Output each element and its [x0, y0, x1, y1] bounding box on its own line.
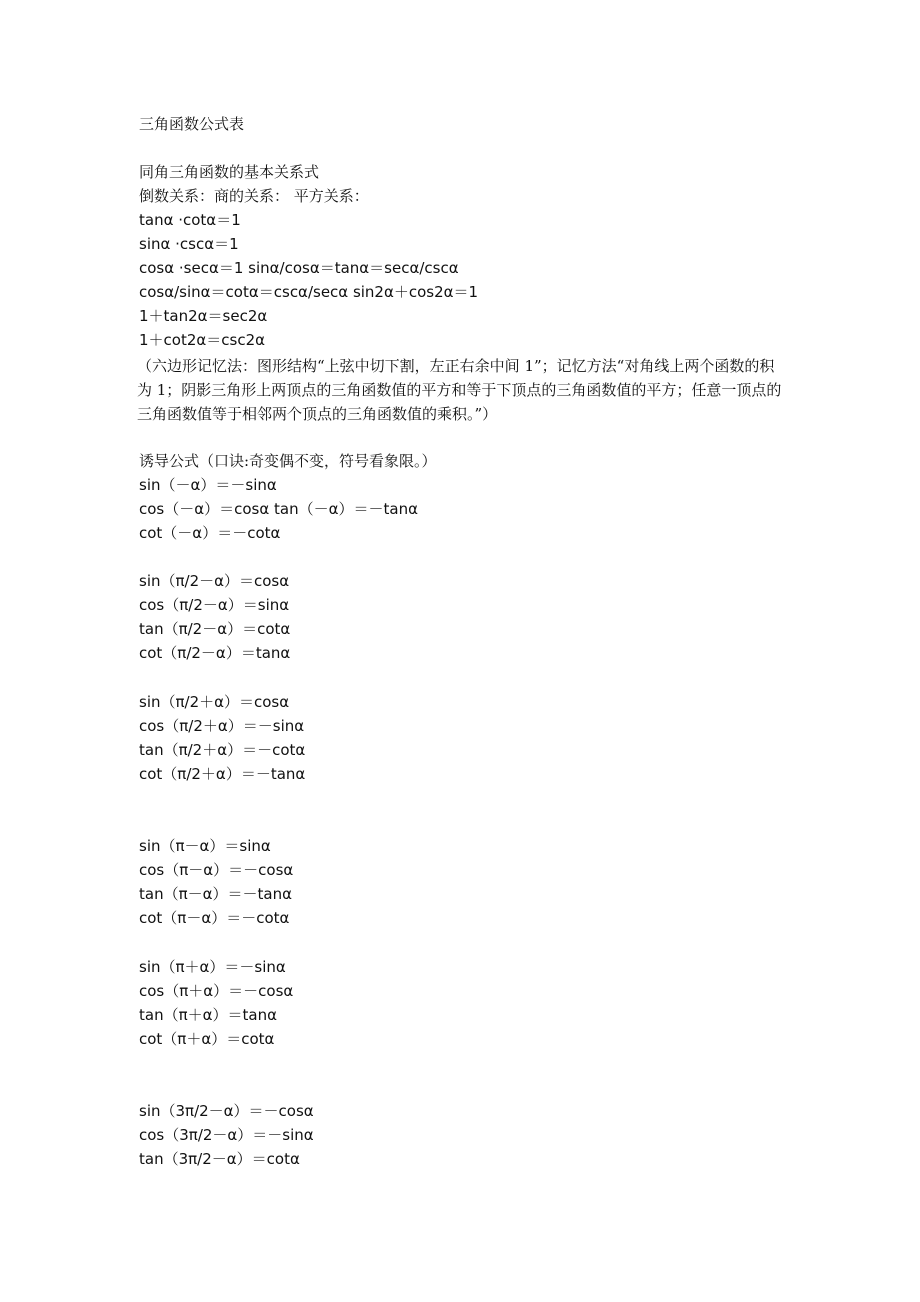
formula-line: cos（3π/2－α）＝－sinα: [139, 1126, 314, 1144]
formula-line: cot（－α）＝－cotα: [139, 524, 281, 542]
formula-line: cos（π/2＋α）＝－sinα: [139, 717, 305, 735]
formula-line: cos（－α）＝cosα tan（－α）＝－tanα: [139, 500, 418, 518]
formula-line: cos（π＋α）＝－cosα: [139, 982, 294, 1000]
formula-line: sin（3π/2－α）＝－cosα: [139, 1102, 314, 1120]
formula-line: sin（π/2－α）＝cosα: [139, 572, 290, 590]
formula-line: tan（π/2－α）＝cotα: [139, 620, 291, 638]
formula-line: tan（π－α）＝－tanα: [139, 885, 292, 903]
formula-line: sin（π－α）＝sinα: [139, 837, 271, 855]
formula-line: 1＋tan2α＝sec2α: [139, 307, 268, 325]
formula-line: cot（π/2－α）＝tanα: [139, 644, 291, 662]
formula-line: cos（π/2－α）＝sinα: [139, 596, 290, 614]
formula-line: cos（π－α）＝－cosα: [139, 861, 294, 879]
mnemonic-note: （六边形记忆法：图形结构“上弦中切下割，左正右余中间 1”；记忆方法“对角线上两个函数的积为 1；阴影三角形上两顶点的三角函数值的平方和等于下顶点的三角函数值的平方；任意一顶点的三角函数值等于相邻两个顶点的三角函数值的乘积。”）: [137, 357, 782, 423]
formula-line: cosα/sinα＝cotα＝cscα/secα sin2α＋cos2α＝1: [139, 283, 479, 301]
formula-line: sin（π/2＋α）＝cosα: [139, 693, 290, 711]
formula-line: tan（π/2＋α）＝－cotα: [139, 741, 306, 759]
document-title: 三角函数公式表: [139, 115, 245, 133]
formula-line: cosα ·secα＝1 sinα/cosα＝tanα＝secα/cscα: [139, 259, 459, 277]
formula-line: sin（－α）＝－sinα: [139, 476, 277, 494]
formula-line: cot（π/2＋α）＝－tanα: [139, 765, 306, 783]
formula-line: tanα ·cotα＝1: [139, 211, 241, 229]
formula-line: tan（π＋α）＝tanα: [139, 1006, 277, 1024]
formula-line: 1＋cot2α＝csc2α: [139, 331, 266, 349]
formula-line: cot（π－α）＝－cotα: [139, 909, 290, 927]
formula-line: sin（π＋α）＝－sinα: [139, 958, 286, 976]
formula-line: sinα ·cscα＝1: [139, 235, 239, 253]
basic-relations-heading: 同角三角函数的基本关系式: [139, 163, 320, 181]
relations-label: 倒数关系：商的关系： 平方关系：: [139, 187, 369, 205]
induction-heading: 诱导公式（口诀:奇变偶不变，符号看象限。）: [139, 452, 437, 470]
formula-line: cot（π＋α）＝cotα: [139, 1030, 275, 1048]
formula-line: tan（3π/2－α）＝cotα: [139, 1150, 300, 1168]
